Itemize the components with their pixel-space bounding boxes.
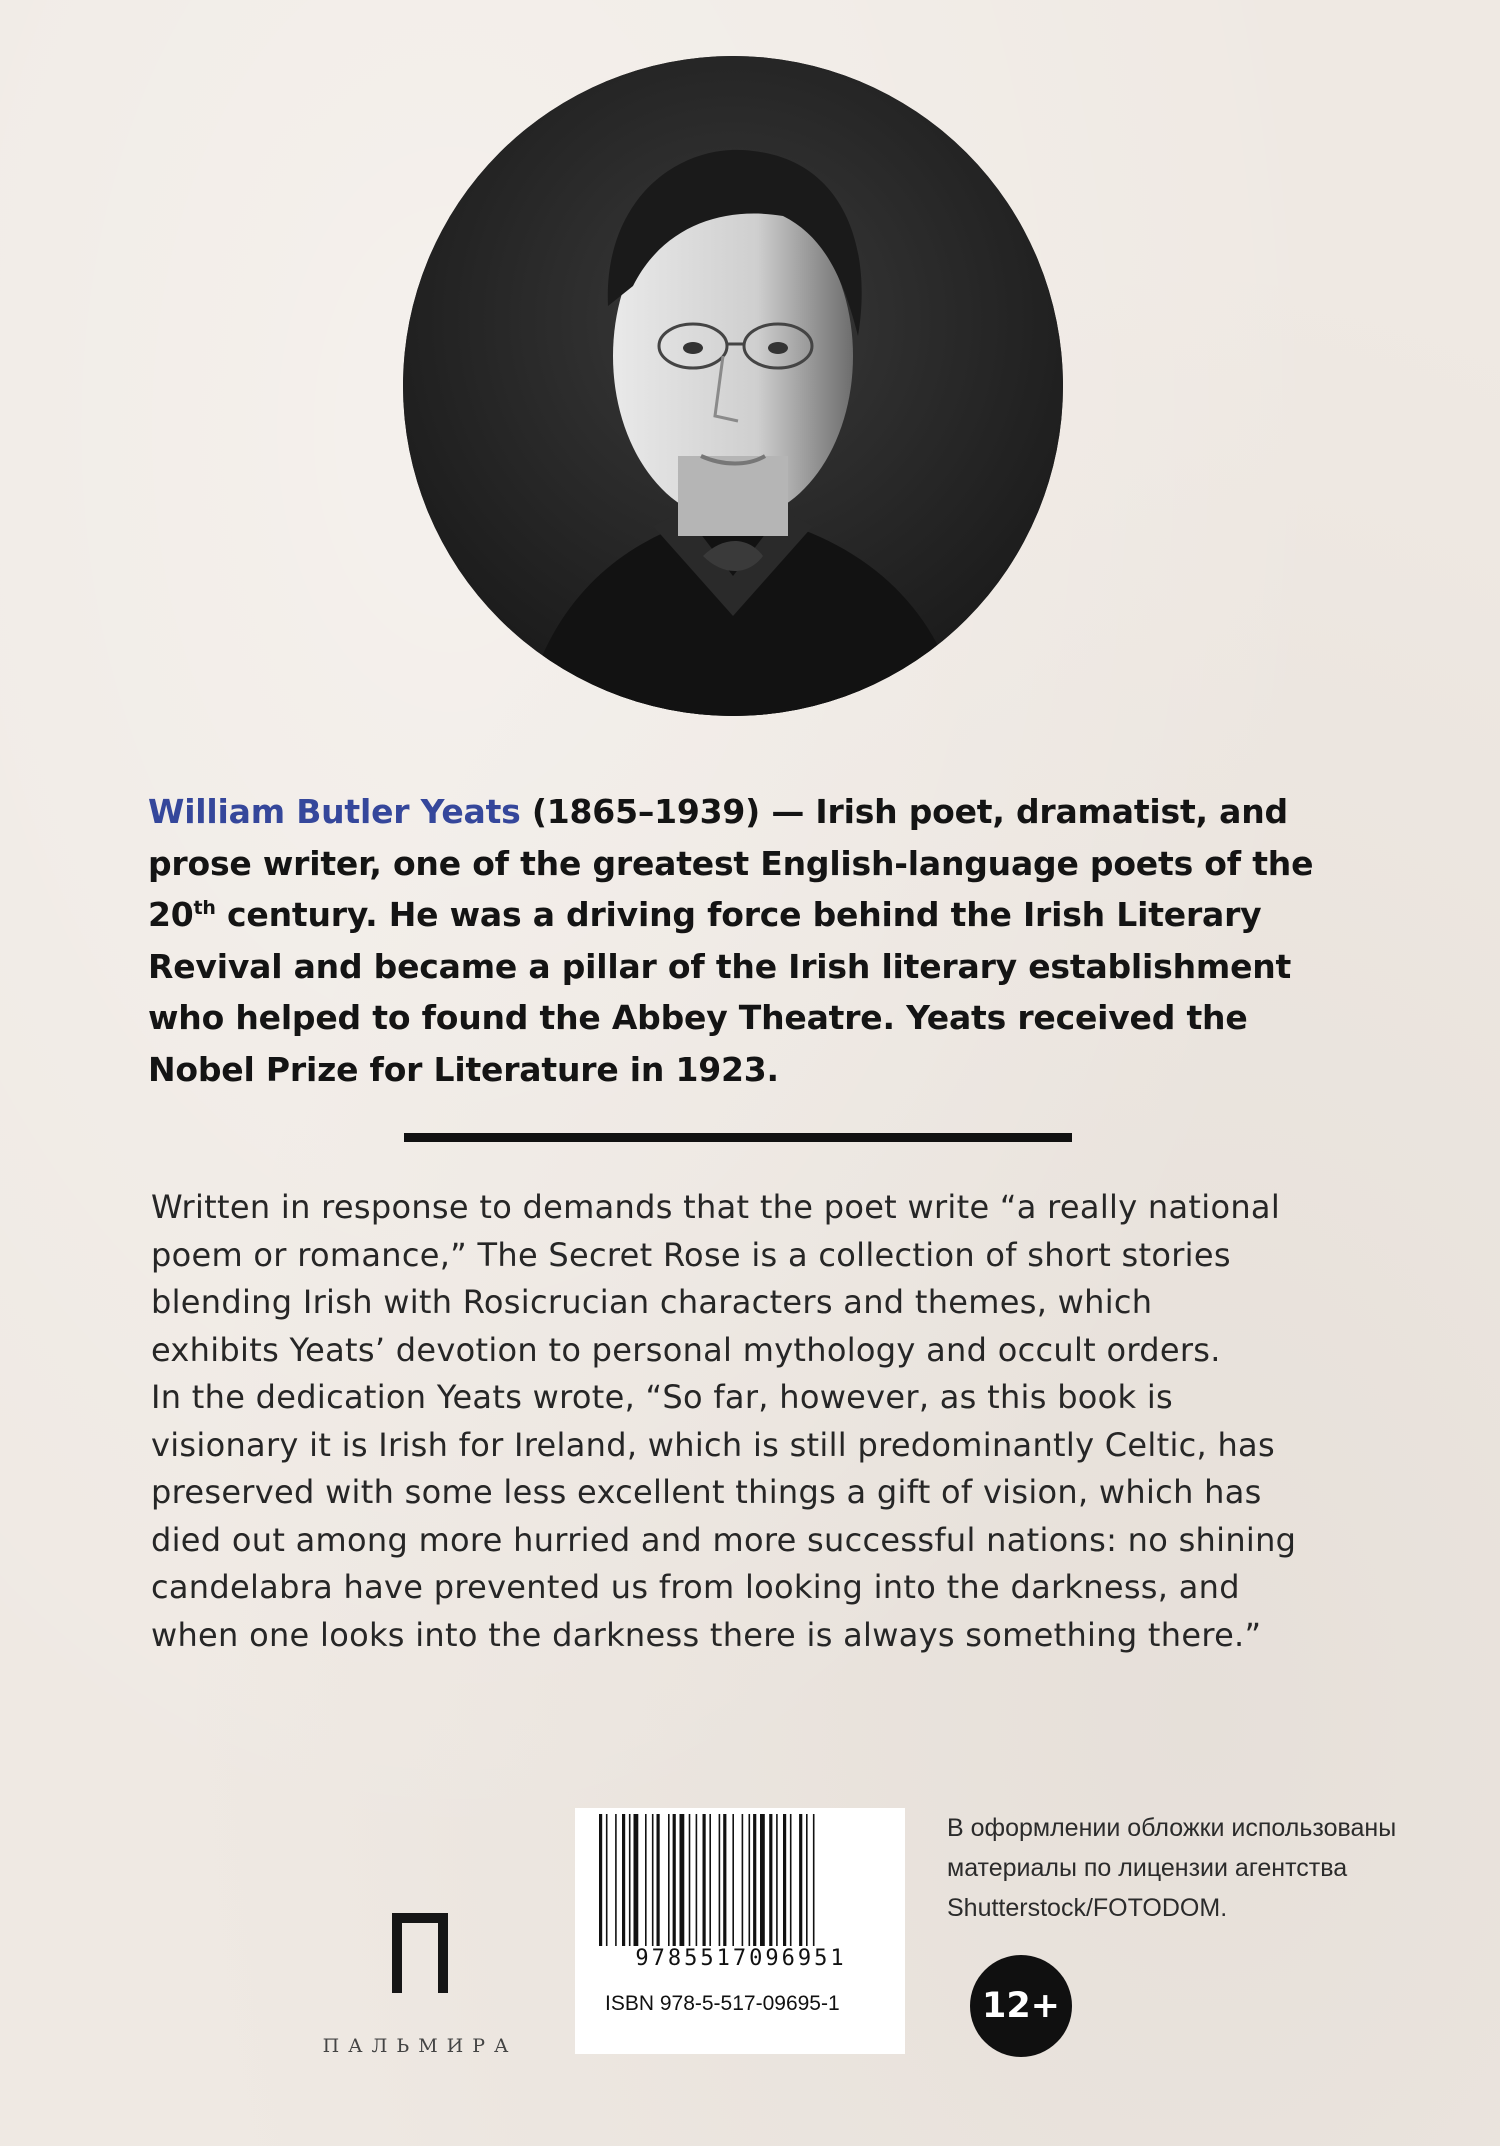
- isbn-label: ISBN 978-5-517-09695-1: [605, 1992, 840, 2015]
- divider-rule: [404, 1133, 1072, 1142]
- description-line: preserved with some less excellent things a gift of vision, which has: [151, 1473, 1262, 1511]
- portrait-image-icon: [403, 56, 1063, 716]
- credits-line: Shutterstock/FOTODOM.: [947, 1894, 1228, 1922]
- description-line: poem or romance,” The Secret Rose is a collection of short stories: [151, 1235, 1231, 1274]
- description-line: In the dedication Yeats wrote, “So far, however, as this book is: [151, 1378, 1174, 1416]
- credits-line: В оформлении обложки использованы: [947, 1814, 1397, 1842]
- barcode-icon: [597, 1814, 885, 1964]
- book-description: [151, 1184, 1401, 1659]
- author-name: William Butler Yeats: [148, 792, 521, 831]
- description-line: visionary it is Irish for Ireland, which is still predominantly Celtic, has: [151, 1425, 1275, 1464]
- bio-text-b: century. He was a driving force behind the Irish Literary Revival and became a pillar of the Irish literary establishment who helped to found the Abbey Theatre. Yeats received the Nobel Prize for Literature in 1923.: [148, 895, 1292, 1089]
- barcode-digits: 9785517096951: [597, 1946, 885, 1971]
- description-line: when one looks into the darkness there is always something there.”: [151, 1615, 1262, 1654]
- cover-credits: [947, 1808, 1467, 1928]
- description-line: died out among more hurried and more successful nations: no shining: [151, 1520, 1297, 1559]
- description-line: blending Irish with Rosicrucian characters and themes, which: [151, 1283, 1153, 1321]
- credits-line: материалы по лицензии агентства: [947, 1854, 1348, 1882]
- description-line: exhibits Yeats’ devotion to personal mythology and occult orders.: [151, 1330, 1221, 1369]
- description-line: candelabra have prevented us from looking into the darkness, and: [151, 1568, 1240, 1606]
- bio-text-a: (1865–1939) — Irish poet, dramatist, and prose writer, one of the greatest English-language poets of the 20: [148, 792, 1314, 934]
- author-portrait: [403, 56, 1063, 716]
- publisher-p-logo-icon: [392, 1913, 448, 1993]
- barcode-box: [575, 1808, 905, 2054]
- publisher-name: ПАЛЬМИРА: [322, 2035, 518, 2057]
- description-line: Written in response to demands that the poet write “a really national: [151, 1188, 1281, 1226]
- age-rating-badge: 12+: [970, 1955, 1072, 2057]
- bio-superscript: th: [193, 897, 216, 919]
- author-bio: [148, 786, 1348, 1095]
